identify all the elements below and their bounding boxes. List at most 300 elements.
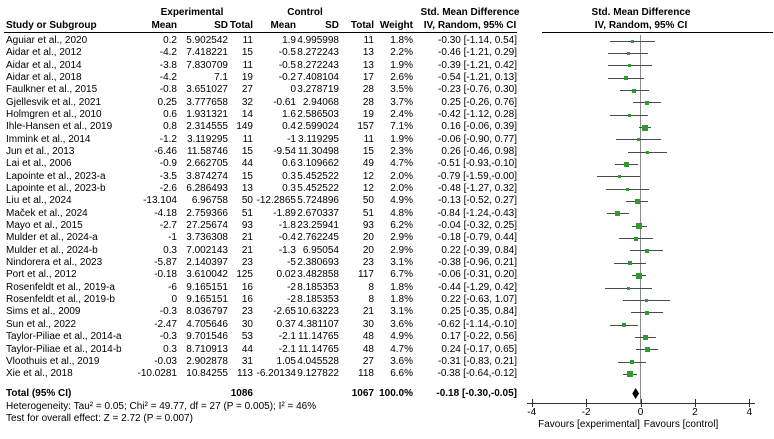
exp-total-value: 11 <box>242 59 253 71</box>
exp-total-value: 23 <box>241 306 253 318</box>
table-row <box>0 232 545 244</box>
ctrl-sd-value: 3.109662 <box>297 158 339 170</box>
effect-marker <box>645 249 649 253</box>
ctrl-total-value: 11 <box>363 133 374 145</box>
header-underline-table <box>4 32 517 33</box>
ctrl-sd-value: 5.452522 <box>297 183 339 195</box>
study-name: Immink et al., 2014 <box>6 133 91 145</box>
ctrl-mean-value: -2 <box>287 281 296 293</box>
ctrl-sd-value: 11.14765 <box>298 343 339 355</box>
ctrl-total-value: 49 <box>362 158 374 170</box>
ctrl-sd-value: 3.482858 <box>297 269 339 281</box>
exp-sd-value: 4.705646 <box>186 318 228 330</box>
effect-marker <box>637 138 640 141</box>
exp-total-value: 23 <box>241 257 253 269</box>
ctrl-total-value: 15 <box>362 146 374 158</box>
effect-marker <box>645 299 648 302</box>
exp-total-value: 149 <box>236 121 253 133</box>
exp-sd-value: 3.874274 <box>186 170 228 182</box>
table-row <box>0 97 545 109</box>
effect-marker <box>643 335 648 340</box>
smd-ci-text: -0.42 [-1.12, 0.28] <box>438 109 517 121</box>
effect-marker <box>627 52 630 55</box>
ctrl-sd-value: 23.25941 <box>297 220 339 232</box>
exp-total-value: 13 <box>241 183 253 195</box>
effect-marker <box>627 287 630 290</box>
ctrl-mean-value: -2.65 <box>273 306 296 318</box>
x-axis-tick-label: -2 <box>581 407 591 418</box>
smd-ci-text: -0.30 [-1.14, 0.54] <box>438 35 517 46</box>
table-row <box>0 269 545 281</box>
smd-ci-text: -0.13 [-0.52, 0.27] <box>438 195 517 207</box>
ctrl-sd-value: 11.30498 <box>298 146 339 158</box>
exp-mean-value: 0.6 <box>163 109 177 121</box>
weight-value: 1.9% <box>390 133 413 145</box>
exp-sd-value: 3.736308 <box>186 232 228 244</box>
exp-sd-value: 9.165151 <box>186 281 228 293</box>
weight-value: 4.9% <box>390 331 413 343</box>
column-header-ctrl-sd: SD <box>325 20 339 31</box>
study-name: Xie et al., 2018 <box>6 368 73 380</box>
weight-value: 3.5% <box>390 84 413 96</box>
exp-mean-value: -0.8 <box>159 84 177 96</box>
weight-value: 3.6% <box>390 318 413 330</box>
table-row <box>0 344 545 356</box>
total-ci-text: -0.18 [-0.30,-0.05] <box>436 388 517 399</box>
exp-total-value: 15 <box>241 146 253 158</box>
table-row <box>0 368 545 380</box>
exp-total-value: 15 <box>241 170 253 182</box>
ctrl-mean-value: -1.8 <box>278 220 296 232</box>
ctrl-sd-value: 10.63223 <box>297 306 339 318</box>
ctrl-mean-value: -0.2 <box>278 72 296 84</box>
ctrl-total-value: 21 <box>362 306 374 318</box>
ctrl-sd-value: 9.127822 <box>297 368 339 380</box>
smd-ci-text: 0.17 [-0.22, 0.56] <box>441 331 517 343</box>
exp-sd-value: 7.1 <box>214 72 228 84</box>
exp-mean-value: 0.3 <box>163 244 177 256</box>
table-row <box>0 146 545 158</box>
exp-sd-value: 2.314555 <box>186 121 228 133</box>
ctrl-mean-value: 1.6 <box>282 109 296 121</box>
exp-sd-value: 2.902878 <box>186 355 228 367</box>
column-header-ctrl-mean: Mean <box>270 20 296 31</box>
ctrl-mean-value: -0.5 <box>278 59 296 71</box>
weight-value: 3.1% <box>390 306 413 318</box>
study-name: Taylor-Piliae et al., 2014-a <box>6 331 122 343</box>
table-row <box>0 331 545 343</box>
smd-ci-text: -0.54 [-1.21, 0.13] <box>438 72 517 84</box>
weight-value: 2.0% <box>390 170 413 182</box>
exp-sd-value: 2.140397 <box>186 257 228 269</box>
ctrl-mean-value: -6.20134 <box>256 368 296 380</box>
effect-marker <box>624 162 629 167</box>
exp-sd-value: 7.830709 <box>186 59 228 71</box>
ctrl-mean-value: 0 <box>290 84 296 96</box>
ctrl-mean-value: -1.3 <box>278 244 296 256</box>
exp-mean-value: -1.2 <box>159 133 177 145</box>
ctrl-sd-value: 2.670337 <box>297 207 339 219</box>
study-name: Sims et al., 2009 <box>6 306 81 318</box>
effect-marker <box>624 76 628 80</box>
exp-sd-value: 2.662705 <box>186 158 228 170</box>
ctrl-total-value: 50 <box>362 195 374 207</box>
table-row <box>0 109 545 121</box>
exp-total-value: 50 <box>241 195 253 207</box>
smd-ci-text: -0.31 [-0.83, 0.21] <box>438 355 517 367</box>
exp-mean-value: -3.8 <box>159 59 177 71</box>
smd-ci-text: -0.79 [-1.59,-0.00] <box>437 170 517 182</box>
exp-sd-value: 2.759366 <box>186 207 228 219</box>
smd-ci-text: -0.48 [-1.27, 0.32] <box>438 183 517 195</box>
ctrl-sd-value: 3.278719 <box>297 84 339 96</box>
ctrl-total-value: 19 <box>362 109 374 121</box>
study-name: Port et al., 2012 <box>6 269 77 281</box>
column-header-ctrl-total: Total <box>350 20 374 31</box>
ctrl-mean-value: -2.1 <box>278 331 296 343</box>
effect-marker <box>631 40 634 43</box>
ctrl-mean-value: 0.6 <box>282 158 296 170</box>
effect-marker <box>634 237 638 241</box>
table-row <box>0 84 545 96</box>
table-row <box>0 158 545 170</box>
exp-mean-value: -10.0281 <box>137 368 177 380</box>
effect-marker <box>628 261 632 265</box>
weight-value: 2.3% <box>390 146 413 158</box>
smd-ci-text: 0.24 [-0.17, 0.65] <box>441 343 517 355</box>
exp-sd-value: 27.25674 <box>186 220 228 232</box>
exp-sd-value: 11.58746 <box>187 146 228 158</box>
x-axis-tick <box>695 399 696 407</box>
smd-ci-text: -0.51 [-0.93,-0.10] <box>437 158 517 170</box>
weight-value: 6.2% <box>390 220 413 232</box>
smd-ci-text: -0.23 [-0.76, 0.30] <box>438 84 517 96</box>
ctrl-sd-value: 5.724896 <box>297 195 339 207</box>
ctrl-sd-value: 2.762245 <box>297 232 339 244</box>
total-label: Total (95% CI) <box>6 388 72 399</box>
exp-total-value: 93 <box>241 220 253 232</box>
ctrl-total-value: 27 <box>362 355 374 367</box>
ctrl-mean-value: 0.37 <box>276 318 296 330</box>
exp-mean-value: -2.47 <box>154 318 177 330</box>
weight-value: 1.9% <box>390 59 413 71</box>
ctrl-total-value: 8 <box>368 294 374 306</box>
effect-marker <box>615 211 620 216</box>
effect-marker <box>630 360 634 364</box>
exp-mean-value: -0.3 <box>159 331 177 343</box>
plot-header-smd-2: IV, Random, 95% CI <box>594 20 688 31</box>
smd-ci-text: -0.38 [-0.64,-0.12] <box>437 368 517 380</box>
exp-total-value: 32 <box>241 96 253 108</box>
exp-total-value: 21 <box>241 232 253 244</box>
weight-value: 2.4% <box>390 109 413 121</box>
column-header-smd-2: IV, Random, 95% CI <box>423 20 517 31</box>
exp-mean-value: -13.104 <box>143 195 177 207</box>
ctrl-sd-value: 6.95054 <box>302 244 339 256</box>
study-name: Vloothuis et al., 2019 <box>6 355 100 367</box>
effect-marker <box>646 151 649 154</box>
exp-mean-value: -0.9 <box>159 158 177 170</box>
effect-marker <box>627 371 633 377</box>
effect-marker <box>618 175 621 178</box>
exp-sd-value: 3.610042 <box>186 269 228 281</box>
ctrl-total-value: 11 <box>363 35 374 46</box>
study-name: Mayo et al., 2015 <box>6 220 83 232</box>
study-name: Mulder et al., 2024-a <box>6 232 98 244</box>
study-name: Holmgren et al., 2010 <box>6 109 102 121</box>
ctrl-mean-value: -2.1 <box>278 343 296 355</box>
exp-mean-value: -6 <box>168 281 177 293</box>
smd-ci-text: 0.16 [-0.06, 0.39] <box>441 121 517 133</box>
exp-sd-value: 10.84255 <box>186 368 228 380</box>
effect-marker <box>628 64 631 67</box>
ctrl-sd-value: 4.995998 <box>297 35 339 46</box>
smd-ci-text: -0.38 [-0.96, 0.21] <box>438 257 517 269</box>
study-name: Jun et al., 2013 <box>6 146 75 158</box>
column-header-exp-sd: SD <box>214 20 228 31</box>
ctrl-total-value: 30 <box>362 318 374 330</box>
effect-marker <box>628 114 631 117</box>
x-axis-tick <box>586 399 587 407</box>
study-name: Gjellesvik et al., 2021 <box>6 96 102 108</box>
ctrl-sd-value: 2.94068 <box>302 96 339 108</box>
ctrl-sd-value: 8.272243 <box>297 59 339 71</box>
weight-value: 2.2% <box>390 47 413 59</box>
ctrl-total-value: 93 <box>362 220 374 232</box>
study-name: Rosenfeldt et al., 2019-b <box>6 294 115 306</box>
weight-value: 2.9% <box>390 232 413 244</box>
favours-experimental-label: Favours [experimental] <box>538 419 640 430</box>
overall-effect-stats: Test for overall effect: Z = 2.72 (P = 0.007) <box>6 413 193 424</box>
exp-total-value: 16 <box>241 281 253 293</box>
exp-total-value: 53 <box>241 331 253 343</box>
ctrl-total-value: 48 <box>362 331 374 343</box>
exp-mean-value: 0 <box>171 294 177 306</box>
exp-total-value: 16 <box>241 294 253 306</box>
table-row <box>0 208 545 220</box>
ctrl-total-value: 17 <box>362 72 374 84</box>
exp-sd-value: 8.036797 <box>186 306 228 318</box>
effect-marker <box>642 125 648 131</box>
total-ctrl-n: 1067 <box>351 388 374 399</box>
table-row <box>0 171 545 183</box>
ctrl-total-value: 117 <box>358 269 374 281</box>
ctrl-total-value: 13 <box>362 59 374 71</box>
exp-total-value: 19 <box>241 72 253 84</box>
smd-ci-text: 0.25 [-0.35, 0.84] <box>441 306 517 318</box>
exp-sd-value: 1.931321 <box>186 109 228 121</box>
ctrl-sd-value: 4.045528 <box>297 355 339 367</box>
ctrl-mean-value: -0.5 <box>278 47 296 59</box>
column-group-experimental: Experimental <box>160 7 224 18</box>
study-name: Faulkner et al., 2015 <box>6 84 98 96</box>
exp-total-value: 14 <box>241 109 253 121</box>
study-name: Lapointe et al., 2023-a <box>6 170 106 182</box>
smd-ci-text: -0.06 [-0.90, 0.77] <box>438 133 517 145</box>
ctrl-mean-value: -0.61 <box>273 96 296 108</box>
ctrl-total-value: 8 <box>368 281 374 293</box>
table-row <box>0 47 545 59</box>
ctrl-total-value: 12 <box>362 183 374 195</box>
ctrl-total-value: 13 <box>362 47 374 59</box>
study-name: Lai et al., 2006 <box>6 158 72 170</box>
table-row <box>0 121 545 133</box>
ctrl-total-value: 23 <box>362 257 374 269</box>
ctrl-total-value: 12 <box>362 170 374 182</box>
table-row <box>0 72 545 84</box>
exp-mean-value: -4.2 <box>159 72 177 84</box>
weight-value: 2.9% <box>390 244 413 256</box>
study-name: Ihle-Hansen et al., 2019 <box>6 121 113 133</box>
exp-mean-value: -4.2 <box>159 47 177 59</box>
effect-marker <box>645 347 650 352</box>
ctrl-mean-value: -1.89 <box>273 207 296 219</box>
exp-mean-value: -1 <box>168 232 177 244</box>
weight-value: 4.7% <box>390 158 413 170</box>
ctrl-sd-value: 3.119295 <box>298 133 339 145</box>
ctrl-mean-value: -12.2865 <box>256 195 296 207</box>
study-name: Rosenfeldt et al., 2019-a <box>6 281 115 293</box>
ctrl-total-value: 28 <box>362 96 374 108</box>
ctrl-mean-value: -9.54 <box>273 146 296 158</box>
weight-value: 6.7% <box>390 269 413 281</box>
smd-ci-text: -0.06 [-0.31, 0.20] <box>438 269 517 281</box>
study-name: Aidar et al., 2012 <box>6 47 82 59</box>
effect-marker <box>636 273 642 279</box>
exp-mean-value: -0.3 <box>159 306 177 318</box>
effect-marker <box>636 223 642 229</box>
smd-ci-text: 0.22 [-0.39, 0.84] <box>441 244 517 256</box>
table-row <box>0 257 545 269</box>
effect-marker <box>626 188 629 191</box>
ctrl-sd-value: 8.185353 <box>297 281 339 293</box>
exp-mean-value: -5.87 <box>154 257 177 269</box>
study-name: Aidar et al., 2014 <box>6 59 82 71</box>
table-row <box>0 356 545 368</box>
study-name: Maček et al., 2024 <box>6 207 88 219</box>
smd-ci-text: -0.84 [-1.24,-0.43] <box>437 207 517 219</box>
ctrl-mean-value: -0.4 <box>278 232 296 244</box>
table-row <box>0 306 545 318</box>
exp-mean-value: -0.03 <box>154 355 177 367</box>
exp-mean-value: -3.5 <box>159 170 177 182</box>
x-axis-tick-label: 2 <box>692 407 698 418</box>
exp-sd-value: 6.96758 <box>191 195 228 207</box>
study-name: Aguiar et al., 2020 <box>6 35 88 46</box>
exp-sd-value: 3.651027 <box>186 84 228 96</box>
ctrl-mean-value: 1.9 <box>282 35 296 46</box>
study-name: Lapointe et al., 2023-b <box>6 183 106 195</box>
exp-mean-value: 0.2 <box>163 35 177 46</box>
study-name: Liu et al., 2024 <box>6 195 72 207</box>
ctrl-sd-value: 2.380693 <box>297 257 339 269</box>
effect-marker <box>632 89 636 93</box>
smd-ci-text: -0.46 [-1.21, 0.29] <box>438 47 517 59</box>
effect-marker <box>635 199 640 204</box>
weight-value: 2.6% <box>390 72 413 84</box>
ctrl-total-value: 157 <box>357 121 374 133</box>
weight-value: 3.1% <box>390 257 413 269</box>
exp-total-value: 30 <box>241 318 253 330</box>
smd-ci-text: -0.04 [-0.32, 0.25] <box>438 220 517 232</box>
ctrl-mean-value: 0.3 <box>282 170 296 182</box>
ctrl-sd-value: 8.185353 <box>297 294 339 306</box>
ctrl-total-value: 118 <box>358 368 374 380</box>
exp-total-value: 31 <box>241 355 253 367</box>
weight-value: 4.9% <box>390 195 413 207</box>
x-axis-tick <box>749 399 750 407</box>
exp-total-value: 44 <box>241 158 253 170</box>
exp-sd-value: 7.002143 <box>186 244 228 256</box>
x-axis-tick <box>532 399 533 407</box>
exp-total-value: 113 <box>237 368 253 380</box>
ctrl-sd-value: 2.599024 <box>297 121 339 133</box>
exp-mean-value: 0.8 <box>163 121 177 133</box>
ctrl-mean-value: -1 <box>287 133 296 145</box>
effect-marker <box>622 323 626 327</box>
weight-value: 4.8% <box>390 207 413 219</box>
table-row <box>0 183 545 195</box>
ctrl-sd-value: 2.586503 <box>297 109 339 121</box>
ctrl-sd-value: 11.14765 <box>298 331 339 343</box>
study-name: Taylor-Piliae et al., 2014-b <box>6 343 122 355</box>
weight-value: 1.8% <box>390 35 413 46</box>
exp-mean-value: 0.25 <box>157 96 177 108</box>
weight-value: 1.8% <box>390 281 413 293</box>
x-axis-tick-label: -4 <box>527 407 537 418</box>
ctrl-total-value: 20 <box>362 244 374 256</box>
table-row <box>0 282 545 294</box>
exp-mean-value: -2.6 <box>159 183 177 195</box>
weight-value: 4.7% <box>390 343 413 355</box>
ctrl-total-value: 51 <box>362 207 374 219</box>
ctrl-total-value: 28 <box>362 84 374 96</box>
ctrl-sd-value: 5.452522 <box>297 170 339 182</box>
exp-mean-value: -4.18 <box>154 207 177 219</box>
header-underline-plot <box>542 32 773 33</box>
ctrl-mean-value: -2 <box>287 294 296 306</box>
column-group-control: Control <box>287 7 323 18</box>
smd-ci-text: 0.25 [-0.26, 0.76] <box>441 96 517 108</box>
x-axis-tick-label: 4 <box>746 407 753 418</box>
exp-sd-value: 7.418221 <box>186 47 228 59</box>
x-axis-tick-label: 0 <box>637 407 644 418</box>
weight-value: 3.6% <box>390 355 413 367</box>
table-row <box>0 134 545 146</box>
table-row <box>0 195 545 207</box>
smd-ci-text: -0.44 [-1.29, 0.42] <box>438 281 517 293</box>
exp-total-value: 51 <box>241 207 253 219</box>
weight-value: 3.7% <box>390 96 413 108</box>
weight-value: 7.1% <box>390 121 413 133</box>
ctrl-sd-value: 8.272243 <box>297 47 339 59</box>
ctrl-mean-value: -5 <box>287 257 296 269</box>
weight-value: 6.6% <box>390 368 413 380</box>
exp-total-value: 21 <box>241 244 253 256</box>
column-header-exp-total: Total <box>229 20 253 31</box>
smd-ci-text: -0.62 [-1.14,-0.10] <box>437 318 517 330</box>
exp-mean-value: 0.3 <box>163 343 177 355</box>
study-name: Nindorera et al., 2023 <box>6 257 103 269</box>
exp-total-value: 11 <box>242 133 253 145</box>
exp-sd-value: 6.286493 <box>186 183 228 195</box>
exp-total-value: 15 <box>241 47 253 59</box>
ctrl-sd-value: 4.381107 <box>298 318 339 330</box>
effect-marker <box>645 101 649 105</box>
ctrl-total-value: 48 <box>362 343 374 355</box>
favours-control-label: Favours [control] <box>643 419 719 430</box>
total-exp-n: 1086 <box>230 388 253 399</box>
